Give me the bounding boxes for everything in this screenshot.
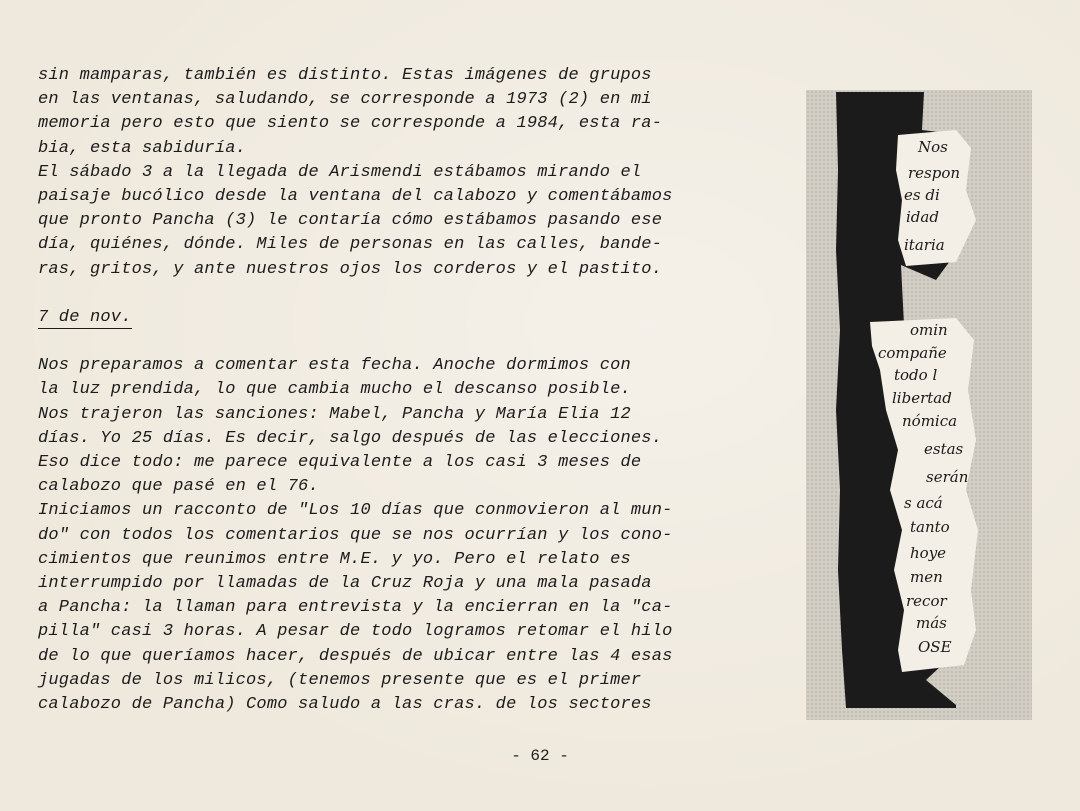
- strip-illustration: [806, 90, 1032, 720]
- handwriting-bottom-line: más: [916, 614, 947, 632]
- handwriting-bottom-line: s acá: [904, 494, 943, 512]
- text-line: bia, esta sabiduría.: [38, 138, 247, 158]
- date-heading: 7 de nov.: [38, 307, 132, 327]
- text-line: de lo que queríamos hacer, después de ubicar entre las 4 esas: [38, 646, 673, 666]
- text-line: ras, gritos, y ante nuestros ojos los corderos y el pastito.: [38, 259, 663, 279]
- text-line: interrumpido por llamadas de la Cruz Roja y una mala pasada: [38, 573, 652, 593]
- text-line: a Pancha: la llaman para entrevista y la encierran en la "ca-: [38, 598, 673, 618]
- handwriting-bottom-line: hoye: [910, 544, 947, 562]
- handwriting-top-line: respon: [908, 164, 961, 182]
- handwriting-bottom-line: estas: [924, 440, 964, 458]
- handwritten-strip-figure: [806, 90, 1032, 720]
- text-line: calabozo que pasé en el 76.: [38, 477, 319, 497]
- handwriting-bottom-line: men: [910, 568, 943, 586]
- handwriting-top-line: es di: [904, 186, 940, 204]
- text-line: jugadas de los milicos, (tenemos presente que es el primer: [38, 670, 642, 690]
- page-number: - 62 -: [511, 747, 569, 765]
- handwriting-top-line: itaria: [904, 236, 945, 254]
- text-line: paisaje bucólico desde la ventana del calabozo y comentábamos: [38, 186, 673, 206]
- handwriting-bottom-line: nómica: [902, 412, 958, 430]
- text-line: que pronto Pancha (3) le contaría cómo estábamos pasando ese: [38, 211, 663, 231]
- text-line: la luz prendida, lo que cambia mucho el descanso posible.: [38, 380, 631, 400]
- paragraph-part2: [38, 354, 798, 717]
- text-line: calabozo de Pancha) Como saludo a las cras. de los sectores: [38, 694, 652, 714]
- text-line: pilla" casi 3 horas. A pesar de todo logramos retomar el hilo: [38, 622, 673, 642]
- blank-line: [38, 282, 798, 306]
- text-line: día, quiénes, dónde. Miles de personas en las calles, bande-: [38, 235, 663, 255]
- handwriting-bottom-line: libertad: [892, 389, 952, 407]
- text-line: sin mamparas, también es distinto. Estas imágenes de grupos: [38, 66, 652, 85]
- blank-line: [38, 330, 798, 354]
- text-line: días. Yo 25 días. Es decir, salgo después de las elecciones.: [38, 428, 663, 448]
- handwriting-bottom-line: recor: [906, 592, 947, 610]
- handwriting-bottom-line: OSE: [918, 638, 952, 656]
- text-line: Nos trajeron las sanciones: Mabel, Pancha y María Elia 12: [38, 404, 631, 424]
- date-heading-line: [38, 306, 798, 330]
- text-line: Nos preparamos a comentar esta fecha. Anoche dormimos con: [38, 356, 631, 376]
- text-line: El sábado 3 a la llegada de Arismendi estábamos mirando el: [38, 162, 642, 182]
- handwriting-bottom-line: omin: [910, 321, 948, 339]
- page-body: [38, 64, 798, 717]
- handwriting-bottom-line: tanto: [910, 518, 950, 536]
- handwriting-top-line: idad: [906, 208, 939, 226]
- text-line: Iniciamos un racconto de "Los 10 días que conmovieron al mun-: [38, 501, 673, 521]
- text-line: do" con todos los comentarios que se nos ocurrían y los cono-: [38, 525, 673, 545]
- paragraph-part1: [38, 64, 798, 282]
- text-line: en las ventanas, saludando, se corresponde a 1973 (2) en mi: [38, 90, 652, 110]
- handwriting-bottom-line: compañe: [878, 344, 947, 362]
- handwriting-bottom-line: serán: [926, 468, 969, 486]
- text-line: Eso dice todo: me parece equivalente a los casi 3 meses de: [38, 453, 642, 472]
- handwriting-bottom-line: todo l: [894, 366, 938, 384]
- text-line: cimientos que reunimos entre M.E. y yo. Pero el relato es: [38, 549, 631, 569]
- handwriting-top-line: Nos: [918, 138, 948, 156]
- text-line: memoria pero esto que siento se corresponde a 1984, esta ra-: [38, 114, 663, 134]
